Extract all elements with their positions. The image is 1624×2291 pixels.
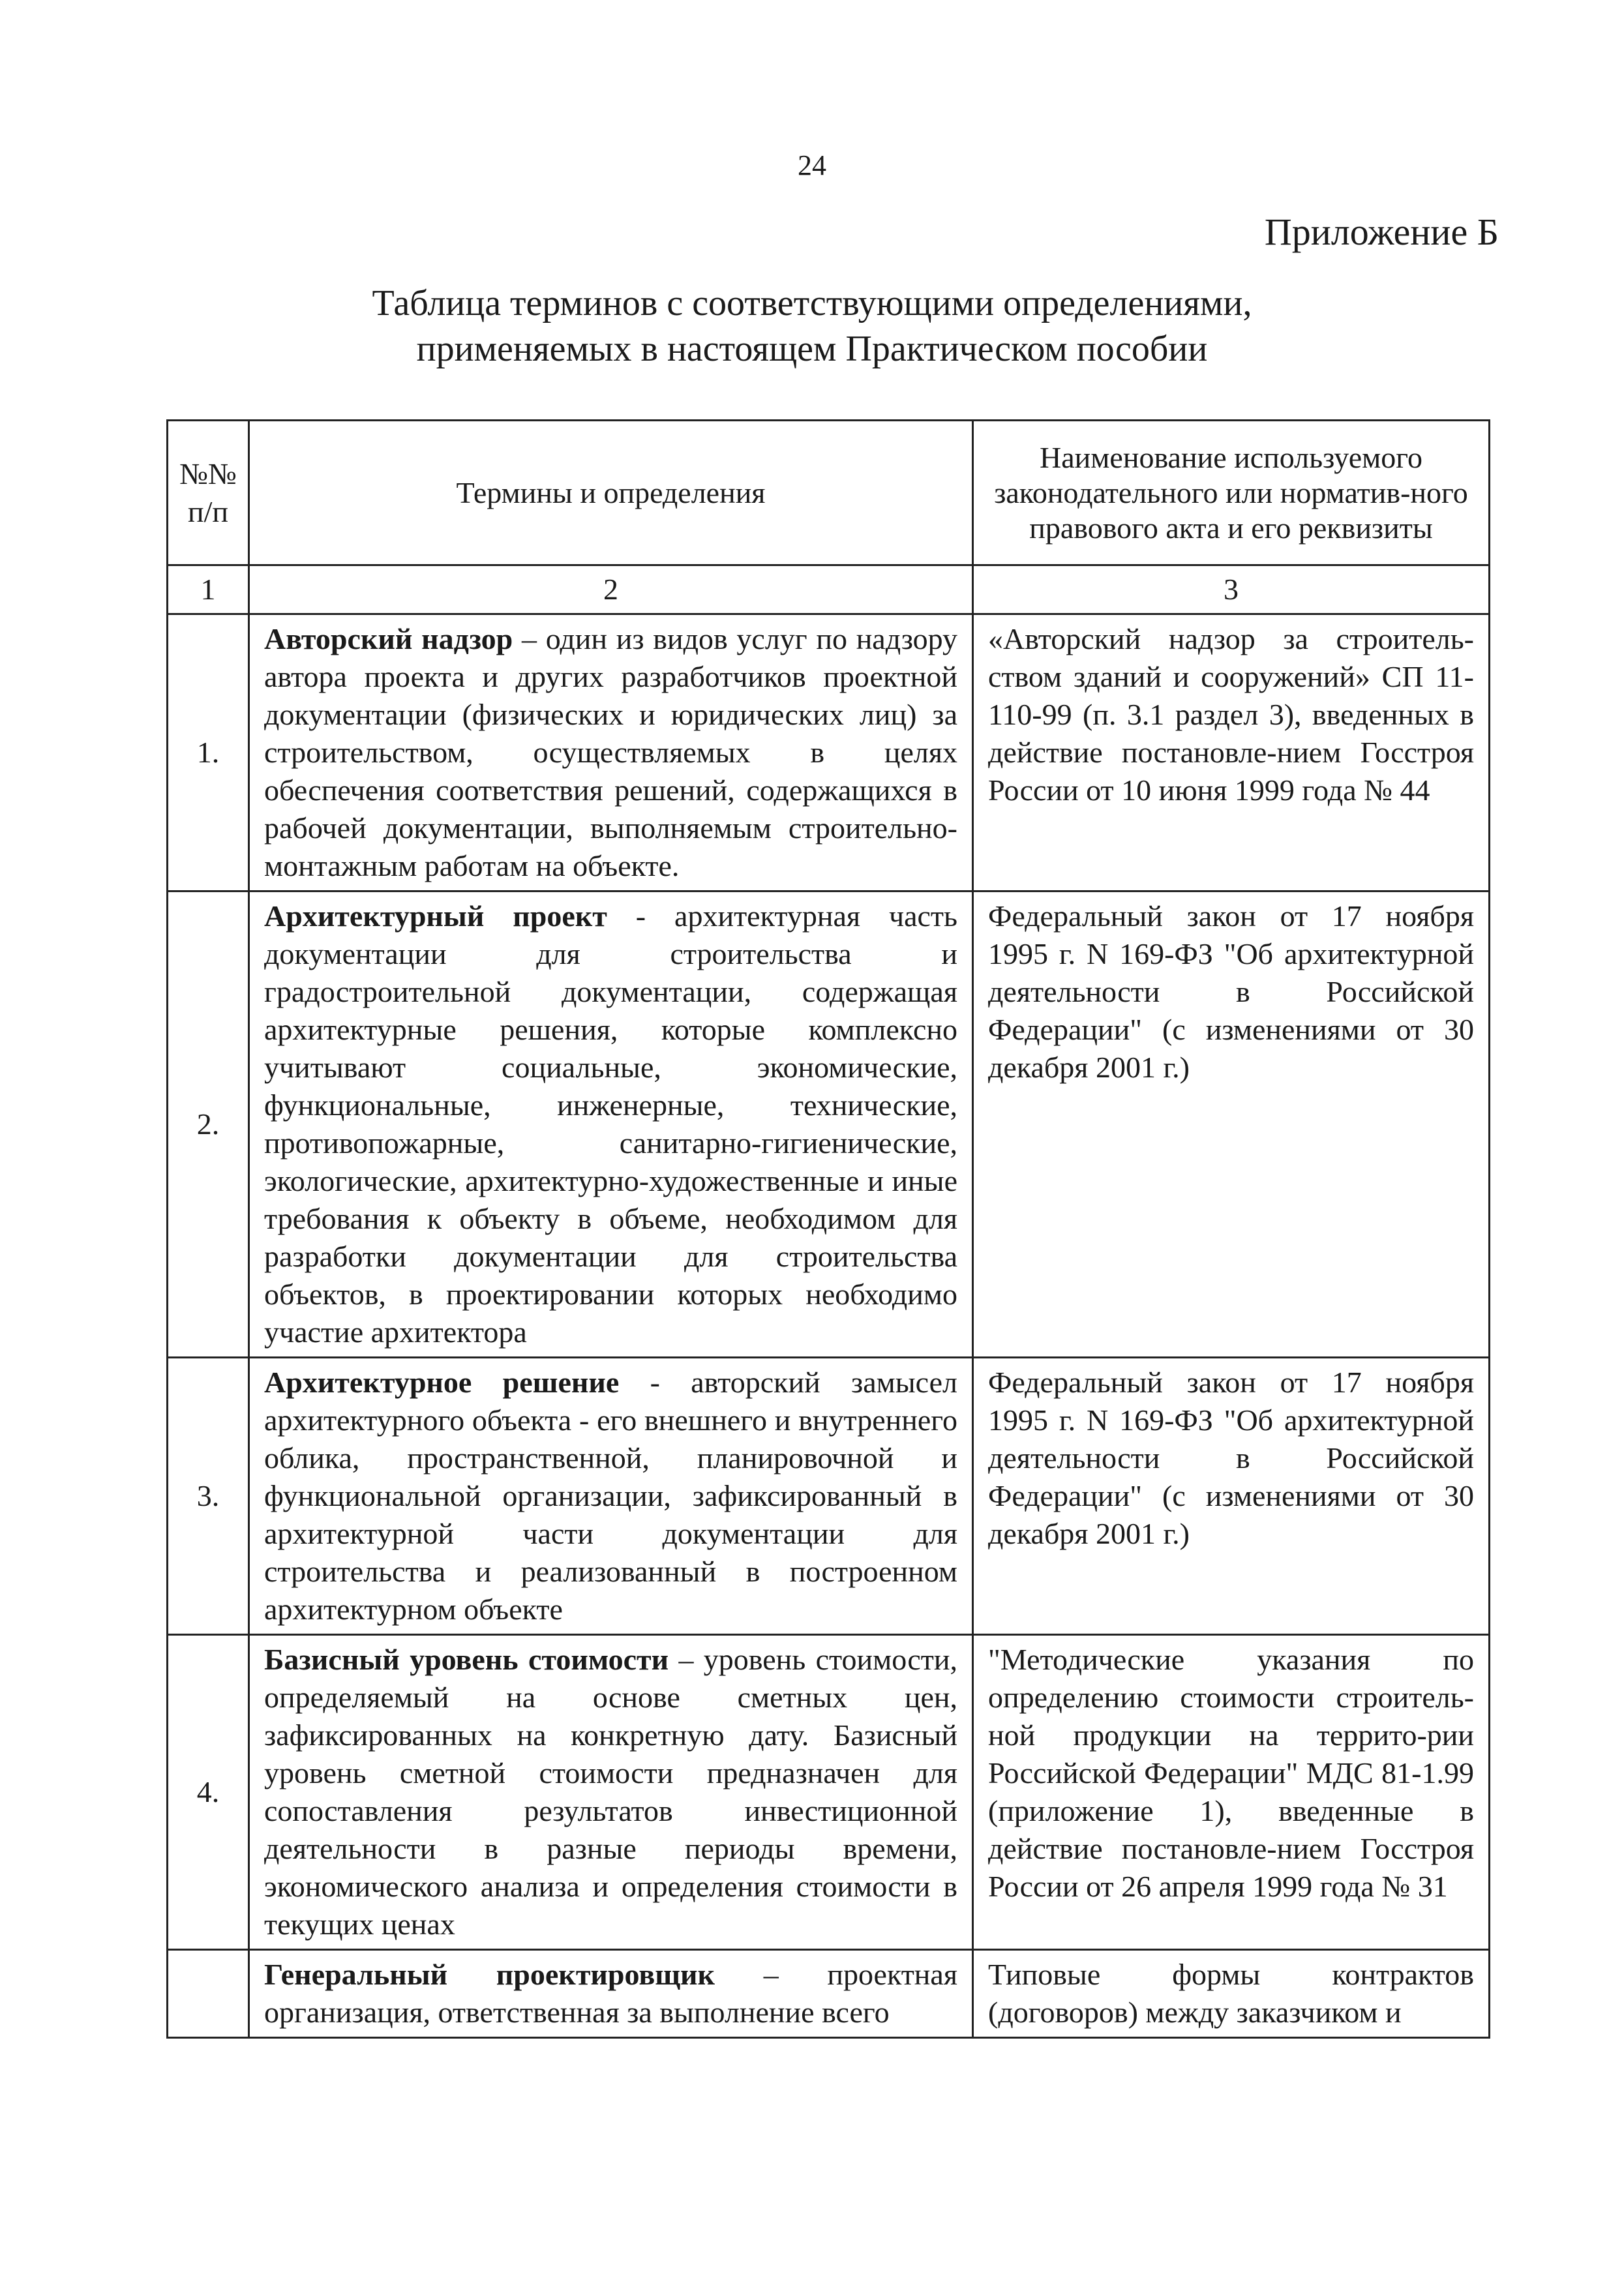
column-index-cell: 2 [249,565,973,614]
terms-table [166,419,1490,2039]
header-num: №№ п/п [168,421,249,565]
table-row [168,614,1490,891]
appendix-label: Приложение Б [1264,211,1499,253]
row-number [168,1950,249,2038]
term-text: – один из видов услуг по надзору автора проекта и других разработчиков проектной документации (физических и юридических лиц) за строительством, осуществляемых в целях обеспечения соответствия решений, содержащихся в рабочей документации, выполняемым строительно-монтажным работам на объекте. [264,622,957,882]
table-row [168,1358,1490,1635]
header-term: Термины и определения [249,421,973,565]
row-number: 2. [168,891,249,1358]
term-text: – проектная организация, ответственная за выполнение всего [264,1958,958,2029]
table-row [168,891,1490,1358]
row-number: 1. [168,614,249,891]
term-name: Архитектурное решение [264,1366,620,1399]
legal-reference: "Методические указания по определению стоимости строитель-ной продукции на террито-рии Российской Федерации" МДС 81-1.99 (приложение 1), введенные в действие постановле-нием Госстроя России от 26 апреля 1999 года № 31 [973,1635,1490,1950]
term-definition [249,1635,973,1950]
header-doc: Наименование используемого законодательного или норматив-ного правового акта и его реквизиты [973,421,1490,565]
legal-reference: «Авторский надзор за строитель-ством зданий и сооружений» СП 11-110-99 (п. 3.1 раздел 3), введенных в действие постановле-нием Госстроя России от 10 июня 1999 года № 44 [973,614,1490,891]
term-name: Базисный уровень стоимости [264,1643,669,1676]
term-text: - архитектурная часть документации для строительства и градостроительной документации, содержащая архитектурные решения, которые комплексно учитывают социальные, экономические, функциональные, инженерные, технические, противопожарные, санитарно-гигиенические, экологические, архитектурно-художественные и иные требования к объекту в объеме, необходимом для разработки документации для строительства объектов, в проектировании которых необходимо участие архитектора [264,899,958,1349]
term-definition [249,614,973,891]
table-title [0,280,1624,372]
legal-reference: Федеральный закон от 17 ноября 1995 г. N 169-ФЗ "Об архитектурной деятельности в Российской Федерации" (с изменениями от 30 декабря 2001 г.) [973,891,1490,1358]
table-row [168,1635,1490,1950]
term-text: – уровень стоимости, определяемый на основе сметных цен, зафиксированных на конкретную дату. Базисный уровень сметной стоимости предназначен для сопоставления результатов инвестиционной деятельности в разные периоды времени, экономического анализа и определения стоимости в текущих ценах [264,1643,958,1941]
term-text: - авторский замысел архитектурного объекта - его внешнего и внутреннего облика, пространственной, планировочной и функциональной организации, зафиксированный в архитектурной части документации для строительства и реализованный в построенном архитектурном объекте [264,1366,957,1626]
row-number: 4. [168,1635,249,1950]
table-header-row [168,421,1490,565]
term-definition [249,891,973,1358]
page-number: 24 [798,149,826,181]
term-name: Архитектурный проект [264,899,607,933]
legal-reference: Типовые формы контрактов (договоров) между заказчиком и [973,1950,1490,2038]
table-row [168,1950,1490,2038]
column-index-cell: 1 [168,565,249,614]
legal-reference: Федеральный закон от 17 ноября 1995 г. N 169-ФЗ "Об архитектурной деятельности в Российской Федерации" (с изменениями от 30 декабря 2001 г.) [973,1358,1490,1635]
row-number: 3. [168,1358,249,1635]
table-title-line-2: применяемых в настоящем Практическом пособии [416,329,1208,369]
column-index-row [168,565,1490,614]
column-index-cell: 3 [973,565,1490,614]
table-title-line-1: Таблица терминов с соответствующими определениями, [372,283,1252,323]
term-name: Авторский надзор [264,622,513,655]
term-name: Генеральный проектировщик [264,1958,715,1991]
term-definition [249,1358,973,1635]
term-definition [249,1950,973,2038]
